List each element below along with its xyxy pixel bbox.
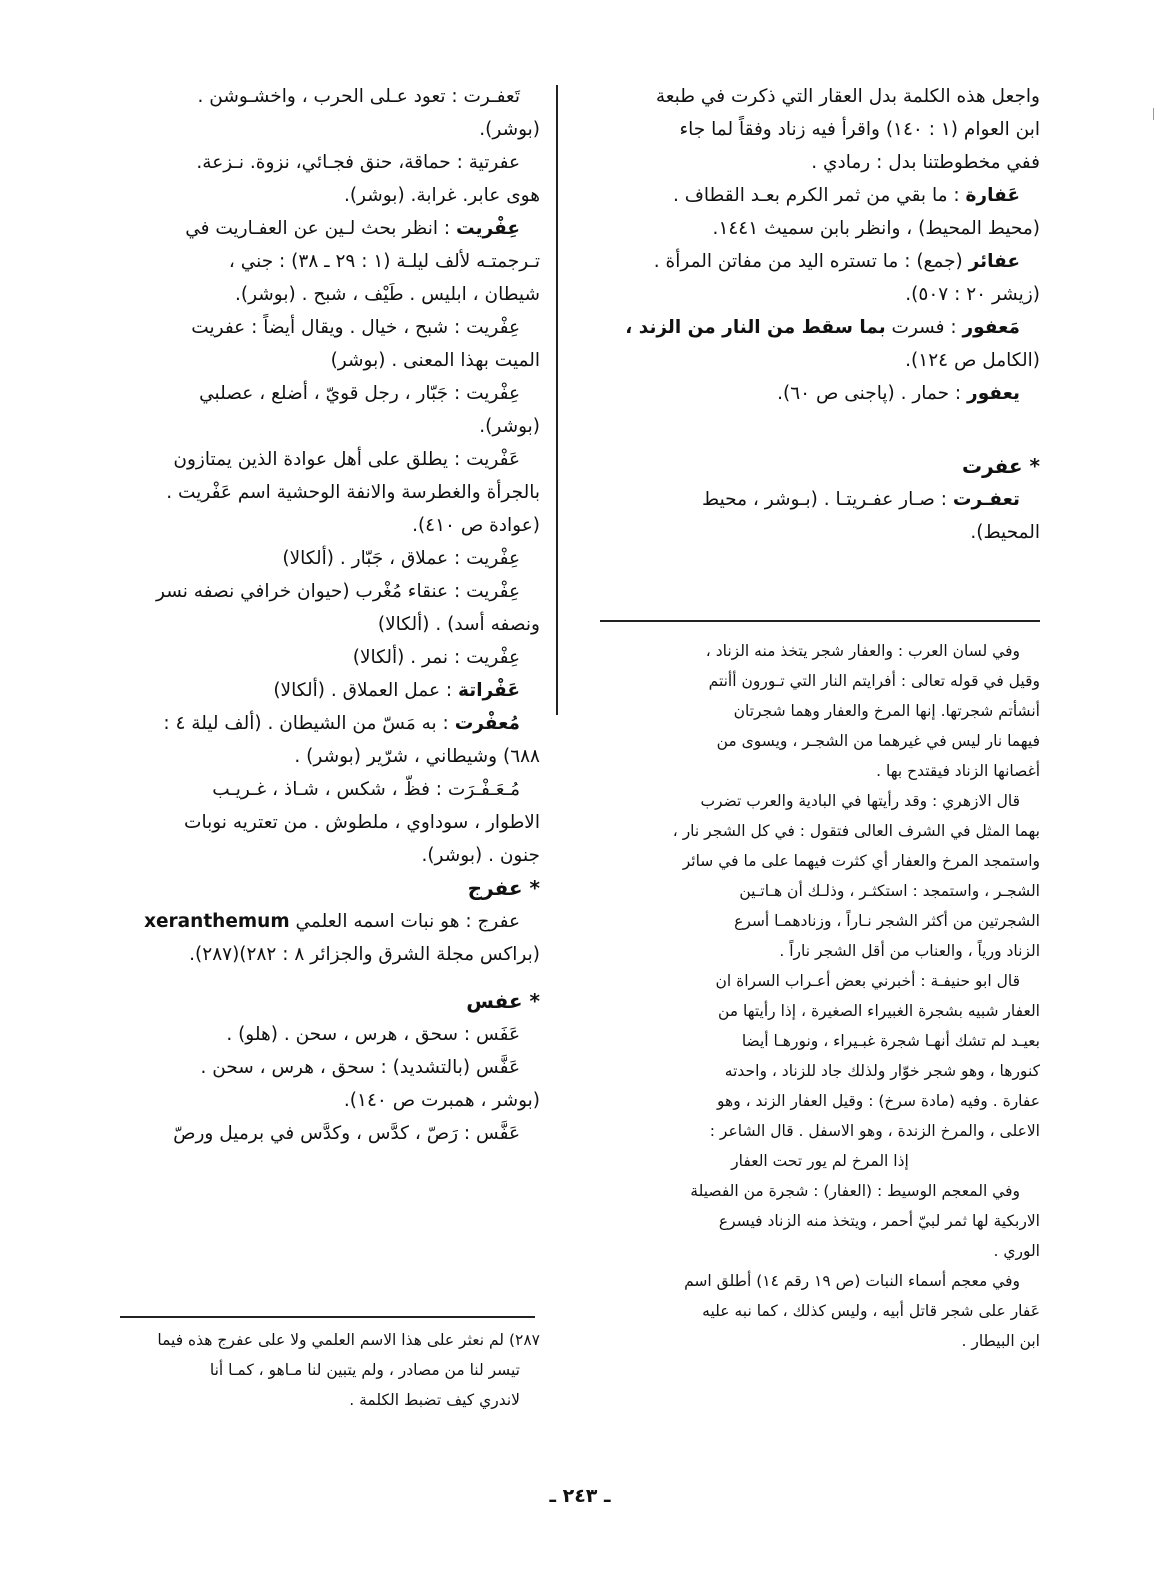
entry-tafarat bbox=[605, 483, 1040, 516]
entry-line: عَفَّس : رَصّ ، كدَّس ، وكدَّس في برميل ورصّ bbox=[173, 1123, 520, 1144]
definition: (جمع) : ما تستره اليد من مفاتن المرأة . bbox=[653, 251, 963, 272]
entry-ifrit bbox=[100, 212, 540, 245]
text-line: الميت بهذا المعنى . (بوشر) bbox=[330, 350, 540, 371]
note-line: الشجـر ، واستمجد : استكثـر ، وذلـك أن هـاتـين bbox=[739, 882, 1040, 900]
text-line: ابن العوام (١ : ١٤٠) واقرأ فيه زناد وفقاً لما جاء bbox=[679, 119, 1040, 140]
note-line: قال الازهري : وقد رأيتها في البادية والعرب تضرب bbox=[700, 792, 1020, 810]
definition: : ما بقي من ثمر الكرم بعـد القطاف . bbox=[672, 185, 960, 206]
text-line: ونصفه أسد) . (ألكالا) bbox=[377, 614, 540, 635]
definition: عفرج : هو نبات اسمه العلمي bbox=[295, 911, 520, 932]
text-line: واجعل هذه الكلمة بدل العقار التي ذكرت في طبعة bbox=[655, 86, 1040, 107]
note-line: بعيـد لم تشك أنهـا شجرة غبـيراء ، ونورهـا أيضا bbox=[741, 1032, 1040, 1050]
entry-line: عِفْريت : شبح ، خيال . ويقال أيضاً : عفريت bbox=[191, 317, 520, 338]
page-number: ـ ٢٤٣ ـ bbox=[549, 1485, 611, 1507]
definition: : صـار عفـريتـا . (بـوشر ، محيط bbox=[702, 489, 947, 510]
note-line: العفار شبيه بشجرة الغبيراء الصغيرة ، إذا رأيتها من bbox=[717, 1002, 1040, 1020]
section-heading-afrat: * عفرت bbox=[961, 454, 1040, 478]
left-column bbox=[100, 80, 540, 1150]
entry-line: مُـعَـفْـرَت : فظّ ، شكس ، شـاذ ، غـريـب bbox=[212, 779, 520, 800]
note-line: الاربكية لها ثمر لبيّ أحمر ، ويتخذ منه الزناد فيسرع bbox=[718, 1212, 1040, 1230]
definition: : حمار . (پاجنى ص ٦٠). bbox=[777, 383, 962, 404]
note-line: وفي معجم أسماء النبات (ص ١٩ رقم ١٤) أطلق اسم bbox=[684, 1272, 1020, 1290]
text-line: (عوادة ص ٤١٠). bbox=[412, 515, 540, 536]
definition: : عمل العملاق . (ألكالا) bbox=[273, 680, 453, 701]
headword: تعفـرت bbox=[952, 489, 1020, 510]
text-line: (زيشر ٢٠ : ٥٠٧). bbox=[905, 284, 1040, 305]
headword: عِفْريت bbox=[456, 218, 520, 239]
note-line: قال ابو حنيفـة : أخبرني بعض أعـراب السراة ان bbox=[715, 972, 1020, 990]
headword: عَفْراتة bbox=[458, 680, 520, 701]
headword: مُعفْرت bbox=[454, 713, 520, 734]
text-line: بالجرأة والغطرسة والانفة الوحشية اسم عَفْريت . bbox=[166, 482, 540, 503]
note-line: فيهما نار ليس في غيرهما من الشجـر ، ويسوى من bbox=[716, 732, 1040, 750]
text-line: (براكس مجلة الشرق والجزائر ٨ : ٢٨٢)(٢٨٧). bbox=[189, 944, 540, 965]
note-line: واستمجد المرخ والعفار أي كثرت فيهما على ما في سائر bbox=[682, 852, 1040, 870]
note-line: أنشأتم شجرتها. إنها المرخ والعفار وهما شجرتان bbox=[733, 702, 1040, 720]
entry-line: تَعفـرت : تعود عـلى الحرب ، واخشـوشن . bbox=[197, 86, 520, 107]
definition: : به مَسّ من الشيطان . (ألف ليلة ٤ : bbox=[163, 713, 449, 734]
note-line: عَفار على شجر قاتل أبيه ، وليس كذلك ، كما نبه عليه bbox=[702, 1302, 1040, 1320]
verse-line: إذا المرخ لم يور تحت العفار bbox=[731, 1152, 909, 1170]
note-line: وفي لسان العرب : والعفار شجر يتخذ منه الزناد ، bbox=[705, 642, 1020, 660]
column-divider bbox=[556, 85, 558, 715]
headword: عَفارة bbox=[965, 185, 1020, 206]
entry-line: عفرتية : حماقة، حنق فجـائي، نزوة. نـزعة. bbox=[196, 152, 520, 173]
definition: : فسرت bbox=[891, 317, 957, 338]
note-line: الشجرتين من أكثر الشجر نـاراً ، وزنادهمـا أسرع bbox=[734, 912, 1040, 930]
entry-line: عِفْريت : عنقاء مُغْرب (حيوان خرافي نصفه نسر bbox=[156, 581, 520, 602]
note-line: أغصانها الزناد فيقتدح بها . bbox=[876, 762, 1040, 780]
text-line: (بوشر). bbox=[479, 416, 540, 437]
entry-mufarat bbox=[100, 707, 540, 740]
footnote-divider bbox=[120, 1316, 535, 1318]
entry-afraj bbox=[100, 905, 540, 938]
note-line: ابن البيطار . bbox=[961, 1332, 1040, 1350]
entry-line: عِفْريت : جَبّار ، رجل قويّ ، أضلع ، عصلبي bbox=[199, 383, 520, 404]
right-column bbox=[605, 80, 1040, 549]
text-line: شيطان ، ابليس . طَيْف ، شبح . (بوشر). bbox=[234, 284, 540, 305]
footnote-line: تيسر لنا من مصادر ، ولم يتبين لنا مـاهو ، كمـا أنا bbox=[209, 1361, 520, 1379]
note-line: الوري . bbox=[993, 1242, 1040, 1260]
section-heading-afas: * عفس bbox=[466, 989, 540, 1013]
footnote-line: لاندري كيف تضبط الكلمة . bbox=[349, 1391, 520, 1409]
headword: يعفور bbox=[967, 383, 1020, 404]
spacer bbox=[100, 971, 540, 985]
entry-mafur bbox=[605, 311, 1040, 344]
entry-line: عَفْريت : يطلق على أهل عوادة الذين يمتازون bbox=[173, 449, 520, 470]
text-line: جنون . (بوشر). bbox=[421, 845, 540, 866]
entry-yafur bbox=[605, 377, 1040, 410]
text-line: (محيط المحيط) ، وانظر بابن سميث ١٤٤١. bbox=[712, 218, 1040, 239]
note-line: وفي المعجم الوسيط : (العفار) : شجرة من الفصيلة bbox=[690, 1182, 1020, 1200]
text-line: هوى عابر. غرابة. (بوشر). bbox=[343, 185, 540, 206]
note-line: كنورها ، وهو شجر خوّار ولذلك جاد للزناد ، واحدته bbox=[724, 1062, 1040, 1080]
text-line: (بوشر ، همبرت ص ١٤٠). bbox=[343, 1090, 540, 1111]
note-line: الزناد ورياً ، والعناب من أقل الشجر ناراً . bbox=[779, 942, 1040, 960]
headword: عفائر bbox=[968, 251, 1020, 272]
entry-afair bbox=[605, 245, 1040, 278]
entry-line: عَفَّس (بالتشديد) : سحق ، هرس ، سحن . bbox=[200, 1057, 520, 1078]
entry-afrata bbox=[100, 674, 540, 707]
text-line: (الكامل ص ١٢٤). bbox=[905, 350, 1040, 371]
text-line: ٦٨٨) وشيطاني ، شرّير (بوشر) . bbox=[294, 746, 540, 767]
note-line: وقيل في قوله تعالى : أفرايتم النار التي تـورون أأنتم bbox=[708, 672, 1040, 690]
spacer bbox=[605, 410, 1040, 450]
note-line: عفارة . وفيه (مادة سرخ) : وقيل العفار الزند ، وهو bbox=[717, 1092, 1040, 1110]
right-notes bbox=[600, 636, 1040, 1356]
emphasis: بما سقط من النار من الزند ، bbox=[625, 317, 886, 338]
text-line: ففي مخطوطتنا بدل : رمادي . bbox=[811, 152, 1040, 173]
text-line: تـرجمتـه لألف ليلـة (١ : ٢٩ ـ ٣٨) : جني ، bbox=[228, 251, 540, 272]
entry-line: عِفْريت : نمر . (ألكالا) bbox=[352, 647, 520, 668]
text-line: (بوشر). bbox=[479, 119, 540, 140]
text-line: المحيط). bbox=[970, 522, 1040, 543]
entry-afara bbox=[605, 179, 1040, 212]
footnote-line: ٢٨٧) لم نعثر على هذا الاسم العلمي ولا على عفرج هذه فيما bbox=[157, 1331, 540, 1349]
note-line: الاعلى ، والمرخ الزندة ، وهو الاسفل . قال الشاعر : bbox=[709, 1122, 1040, 1140]
latin-name: xeranthemum bbox=[144, 911, 290, 932]
note-line: بهما المثل في الشرف العالى فتقول : في كل الشجر نار ، bbox=[672, 822, 1040, 840]
entry-line: عَفَس : سحق ، هرس ، سحن . (هلو) . bbox=[226, 1024, 520, 1045]
notes-divider bbox=[600, 620, 1040, 622]
text-line: الاطوار ، سوداوي ، ملطوش . من تعتريه نوبات bbox=[184, 812, 540, 833]
section-heading-afraj: * عفرج bbox=[467, 876, 540, 900]
footnote bbox=[100, 1325, 540, 1415]
headword: مَعفور bbox=[962, 317, 1020, 338]
entry-line: عِفْريت : عملاق ، جَبّار . (ألكالا) bbox=[282, 548, 520, 569]
definition: : انظر بحث لـين عن العفـاريت في bbox=[185, 218, 451, 239]
